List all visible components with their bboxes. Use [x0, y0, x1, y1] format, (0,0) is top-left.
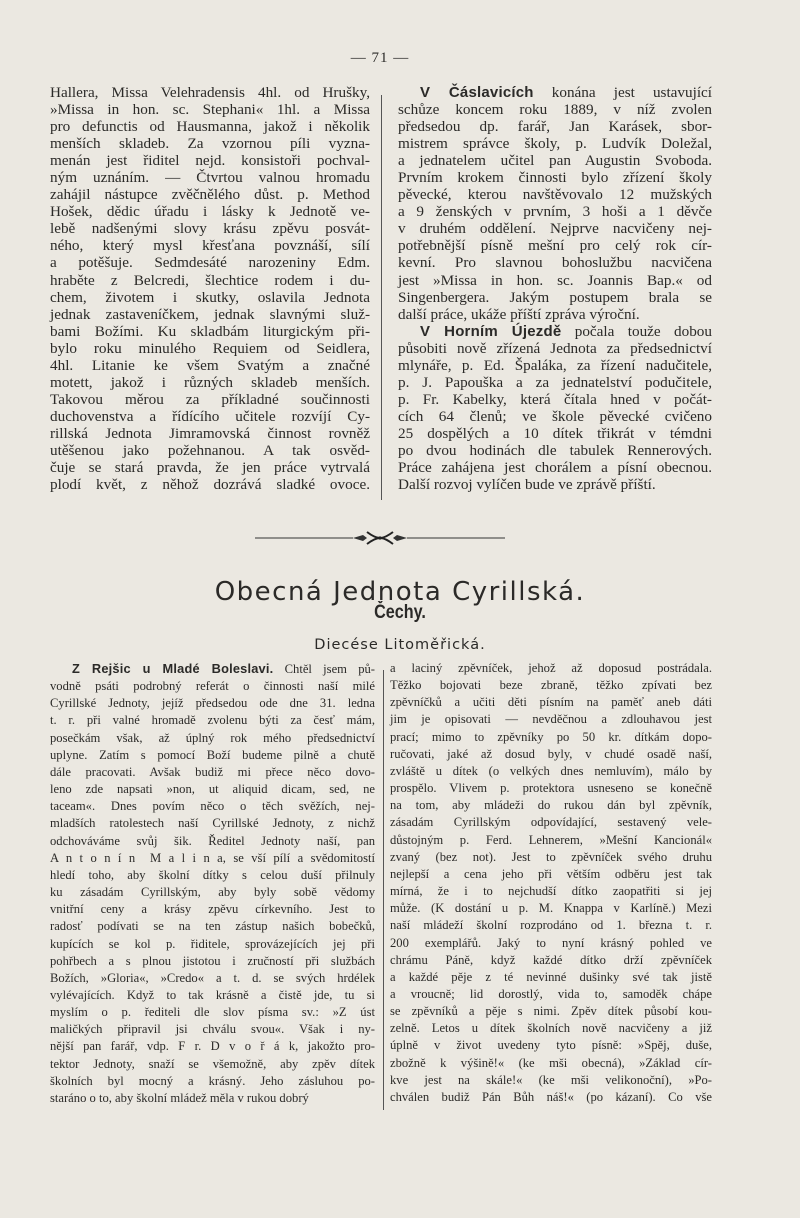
text-line — [50, 678, 375, 695]
text-line — [398, 220, 712, 237]
line-text: posečkám však, až úplný rok mého předsednictví — [50, 730, 375, 745]
text-line — [398, 169, 712, 186]
text-line — [50, 1056, 375, 1073]
text-line — [398, 408, 712, 425]
line-text: jim je opisovati — nevděčnou a zdlouhavou jest — [390, 712, 712, 727]
line-text: pěvecké, kterou navštěvovalo 12 mužských — [398, 186, 712, 204]
text-line — [50, 712, 375, 729]
line-text: vodně psáti podrobný referát o činnosti naší milé — [50, 679, 375, 694]
line-text: prospělo. Vlivem p. protektora usneseno se konečně — [390, 781, 712, 796]
line-text: Chtěl jsem pů- — [273, 662, 376, 676]
text-line — [390, 763, 712, 780]
top-left-column — [50, 84, 370, 493]
line-text: nejlepší a cena jeho při větším odběru jest tak — [390, 866, 712, 881]
text-line — [398, 357, 712, 374]
section-title: Obecná Jednota Cyrillská. — [214, 577, 586, 608]
run-in-heading: V Horním Újezdě — [420, 322, 562, 340]
text-line — [50, 374, 370, 391]
line-text: utěšenou jako požehnanou. A tak osvěd- — [50, 441, 370, 459]
line-text: v druhém oddělení. Nejprve nacvičeny nej- — [398, 220, 712, 238]
line-text: kupících se kol p. řiditele, sprovázejících jej při — [50, 936, 375, 951]
text-line — [50, 186, 370, 203]
text-line — [390, 935, 712, 952]
line-text: nější pan farář, vdp. F r. D v o ř á k, jakožto pro- — [50, 1039, 375, 1054]
text-line — [398, 203, 712, 220]
text-line — [50, 254, 370, 271]
text-line — [390, 883, 712, 900]
text-line — [398, 340, 712, 357]
line-text: na tom, aby mládeži do rukou dán byl zpěvník, — [390, 798, 712, 813]
text-line — [390, 814, 712, 831]
ornamental-divider — [255, 530, 505, 546]
line-text: myslím o p. řediteli dle slov písma sv.: »Z úst — [50, 1005, 375, 1020]
text-line — [50, 1021, 375, 1038]
line-text: ručovati, jaké až dosud byly, v chudé osadě naší, — [390, 746, 712, 761]
text-line — [390, 1020, 712, 1037]
text-line — [50, 340, 370, 357]
line-text: školních byl mocný a krásný. Jeho zásluhou po- — [50, 1073, 375, 1088]
line-text: zpěvníčků a učiti děti písním na paměť aneb dáti — [390, 695, 712, 710]
text-line — [50, 118, 370, 135]
line-text: Takovou měrou za příkladné součinnosti — [50, 390, 370, 408]
text-line — [398, 254, 712, 271]
bottom-left-column — [50, 660, 375, 1107]
line-text: dále pracovati. Avšak budiž mi přece něco dovo- — [50, 764, 375, 779]
line-text: počala touže dobou — [561, 322, 712, 340]
line-text: předsedou dp. farář, Jan Karásek, sbor- — [398, 118, 712, 136]
line-text: Božích, »Gloria«, »Credo« a t. d. se svých hrdélek — [50, 970, 375, 985]
text-line — [398, 476, 712, 493]
line-text: 4hl. Litanie ke všem Svatým a značné — [50, 356, 370, 374]
paragraph — [50, 660, 375, 1107]
text-line — [398, 459, 712, 476]
line-text: pro defunctis od Hausmanna, jakož i několik — [50, 118, 370, 136]
line-text: lebě nadšenými slovy krásu zpěvu posvát- — [50, 220, 370, 238]
text-line — [390, 780, 712, 797]
text-line — [390, 797, 712, 814]
text-line — [50, 1090, 375, 1107]
paragraph — [390, 660, 712, 1106]
text-line — [50, 730, 375, 747]
text-line — [390, 969, 712, 986]
text-line — [50, 84, 370, 101]
line-text: a potěšuje. Sedmdesáté narozeniny Edm. — [50, 254, 370, 272]
text-line — [398, 84, 712, 101]
line-text: Těžko bojovati beze zbraně, těžko zpívati bez — [390, 678, 712, 693]
text-line — [390, 832, 712, 849]
text-line — [390, 711, 712, 728]
line-text: ku zásadám Cyrillským, aby byly sobě vědomy — [50, 885, 375, 900]
text-line — [50, 306, 370, 323]
text-line — [390, 1037, 712, 1054]
text-line — [50, 169, 370, 186]
line-text: Práce zahájena jest chorálem a písní obecnou. — [398, 459, 712, 477]
text-line — [50, 970, 375, 987]
line-text: ným uznáním. — Čtvrtou valnou hromadu — [50, 169, 370, 187]
line-text: jest »Missa in hon. sc. Joannis Bap.« od — [398, 271, 712, 289]
line-text: maličkých připravil jsi chválu svou«. Však i ny- — [50, 1022, 375, 1037]
text-line — [50, 884, 375, 901]
line-text: 25 dospělých a 10 dítek třikrát v témdni — [398, 424, 712, 442]
text-line — [390, 660, 712, 677]
text-line — [390, 1003, 712, 1020]
text-line — [50, 781, 375, 798]
line-text: a 9 ženských v prvním, 3 hoši a 1 děvče — [398, 203, 712, 221]
text-line — [50, 220, 370, 237]
text-line — [398, 186, 712, 203]
line-text: kve jest na skále!« (ke mši velikonoční), »Po- — [390, 1072, 712, 1087]
line-text: a jednatelem učitel pan Augustin Svoboda. — [398, 152, 712, 170]
line-text: p. Fr. Kabelky, která čítala hned v počát- — [398, 390, 712, 408]
line-text: uplyne. Zatím s pomocí Boží budeme pilně a chutě — [50, 747, 375, 762]
line-text: mlynáře, p. Ed. Špaláka, za řízení nadučitele, — [398, 356, 712, 374]
text-line — [50, 764, 375, 781]
line-text: Hošek, dědic úřadu i lásky k Jednotě ve- — [50, 203, 370, 221]
text-line — [50, 408, 370, 425]
text-line — [390, 1072, 712, 1089]
line-text: a vroucně; lid dorostlý, vida to, samoděk chápe — [390, 986, 712, 1001]
line-text: p. J. Papouška a za jednatelství podučitele, — [398, 373, 712, 391]
line-text: ného, který mysl křesťana povznáší, sílí — [50, 237, 370, 255]
text-line — [50, 289, 370, 306]
line-text: mistrem správce školy, p. Ludvík Doležal, — [398, 135, 712, 153]
page-number: — 71 — — [350, 50, 410, 66]
line-text: pohřbech a s plnou jistotou i zručností při službách — [50, 953, 375, 968]
text-line — [390, 677, 712, 694]
line-text: A n t o n í n M a l i n a, se vší pílí a svědomitostí — [50, 850, 375, 865]
text-line — [50, 425, 370, 442]
line-text: vylévajících. Když to tak krásně a čistě jde, tu si — [50, 987, 375, 1002]
text-line — [50, 135, 370, 152]
text-line — [50, 323, 370, 340]
line-text: menších skladeb. Za vzornou píli vyzna- — [50, 135, 370, 153]
text-line — [390, 746, 712, 763]
text-line — [398, 135, 712, 152]
line-text: hraběte z Belcredi, šlechtice rodem i du- — [50, 271, 370, 289]
line-text: naší mládeží školní rozprodáno od 1. března t. r. — [390, 918, 712, 933]
line-text: jednak zastaveníčkem, jednak slavnými služ- — [50, 305, 370, 323]
text-line — [50, 1004, 375, 1021]
region-heading: Čechy. — [374, 602, 426, 623]
line-text: Prvním krokem činnosti bylo zřízení školy — [398, 169, 712, 187]
text-line — [50, 798, 375, 815]
line-text: se zpěvníků a pěje s nimi. Zpěv dítek působí kou- — [390, 1004, 712, 1019]
text-line — [390, 1055, 712, 1072]
line-text: důstojným p. Ferd. Lehnerem, »Mešní Kancionál« — [390, 832, 712, 847]
line-text: plodí květ, z něhož dozrává sladké ovoce. — [50, 476, 370, 494]
text-line — [50, 237, 370, 254]
text-line — [398, 323, 712, 340]
text-line — [50, 476, 370, 493]
line-text: a laciný zpěvníček, jehož až doposud postrádala. — [390, 661, 712, 675]
line-text: Další rozvoj vylíčen bude ve zprávě příští. — [398, 476, 656, 494]
text-line — [50, 833, 375, 850]
line-text: kevní. Pro slavnou bohoslužbu nacvičena — [398, 254, 712, 272]
text-line — [50, 918, 375, 935]
line-text: duchovenstva a řídícího učitele rozvíjí Cy- — [50, 407, 370, 425]
text-line — [50, 203, 370, 220]
text-line — [390, 694, 712, 711]
text-line — [398, 272, 712, 289]
text-line — [50, 391, 370, 408]
text-line — [50, 660, 375, 678]
line-text: a každé pěje z té nevinné dušinky své tak jistě — [390, 969, 712, 984]
line-text: odchováváme svůj šik. Ředitel Jednoty naší, pan — [50, 833, 375, 848]
line-text: taceam«. Dnes povím něco o těch svěžích, nej- — [50, 799, 375, 814]
top-right-column — [398, 84, 712, 493]
text-line — [390, 866, 712, 883]
text-line — [398, 101, 712, 118]
line-text: vnitřní ceny a krásy zpěvu církevního. Jest to — [50, 902, 375, 917]
column-divider — [381, 95, 382, 500]
text-line — [398, 425, 712, 442]
line-text: konána jest ustavující — [533, 84, 712, 101]
diocese-heading: Diecése Litoměřická. — [314, 637, 486, 653]
text-line — [50, 953, 375, 970]
line-text: 200 exemplářů. Jaký to nyní krásný pohled ve — [390, 935, 712, 950]
bottom-right-column — [390, 660, 712, 1106]
run-in-heading: V Čáslavicích — [420, 84, 534, 101]
line-text: schůze koncem roku 1889, v níž zvolen — [398, 101, 712, 119]
line-text: působiti nově zřízená Jednota za předsednictví — [398, 339, 712, 357]
line-text: další práce, ukáže příští zpráva výroční. — [398, 305, 640, 323]
text-line — [398, 118, 712, 135]
line-text: zvláště u dítek (o velkých dnes nemluvím), málo by — [390, 763, 712, 778]
text-line — [50, 695, 375, 712]
text-line — [398, 289, 712, 306]
text-line — [50, 747, 375, 764]
line-text: zásadám Cyrillským odpovídající, sestavený vele- — [390, 815, 712, 830]
text-line — [50, 1038, 375, 1055]
line-text: čuje se stará pravda, že jen práce vytrvalá — [50, 459, 370, 477]
text-line — [398, 306, 712, 323]
line-text: staráno o to, aby školní mládež měla v rukou dobrý — [50, 1090, 309, 1105]
text-line — [50, 357, 370, 374]
text-line — [398, 237, 712, 254]
text-line — [398, 152, 712, 169]
line-text: chválen budiž Pán Bůh náš!« (po kázaní). Co vše — [390, 1089, 712, 1104]
text-line — [50, 272, 370, 289]
line-text: leno zde napsati »non, ut aliquid dicam, sed, ne — [50, 782, 375, 797]
line-text: potřebnější písně mešní pro celý rok cír- — [398, 237, 712, 255]
text-line — [390, 729, 712, 746]
text-line — [50, 850, 375, 867]
line-text: může. (K dostání u p. M. Knappa v Karlíně.) Mezi — [390, 901, 712, 916]
line-text: bylo roku minulého Requiem od Seidlera, — [50, 339, 370, 357]
text-line — [390, 952, 712, 969]
line-text: Singenbergera. Jakým postupem brala se — [398, 288, 712, 306]
line-text: tektor Jednoty, snaží se všemožně, aby zpěv dítek — [50, 1056, 375, 1071]
line-text: Hallera, Missa Velehradensis 4hl. od Hrušky, — [50, 84, 370, 101]
text-line — [398, 374, 712, 391]
run-in-heading: Z Rejšic u Mladé Boleslavi. — [72, 661, 274, 676]
text-line — [50, 987, 375, 1004]
text-line — [50, 459, 370, 476]
text-line — [50, 867, 375, 884]
paragraph — [50, 84, 370, 493]
text-line — [50, 901, 375, 918]
line-text: zvaný (bez not). Jest to zpěvníček svého druhu — [390, 849, 712, 864]
line-text: chrámu Páně, když každé dítko drží zpěvníček — [390, 952, 712, 967]
text-line — [50, 1073, 375, 1090]
line-text: menán jest řiditel nejd. konsistoři pochval- — [50, 152, 370, 170]
text-line — [50, 442, 370, 459]
line-text: mírná, že i to nejchudší dítko zaopatřiti si jej — [390, 884, 712, 899]
line-text: motett, jakož i různých skladeb menších. — [50, 373, 370, 391]
line-text: chem, životem i skutky, oslavila Jednota — [50, 288, 370, 306]
text-line — [50, 936, 375, 953]
line-text: prací; mimo to zpěvníky po 50 kr. dítkám dopo- — [390, 729, 712, 744]
line-text: mladších ratolestech naší Cyrillské Jednoty, z nichž — [50, 816, 375, 831]
line-text: cích 64 členů; ve škole pěvecké cvičeno — [398, 407, 712, 425]
line-text: Cyrillské Jednoty, jejíž předsedou ode dne 31. ledna — [50, 696, 375, 711]
line-text: bami Božími. Ku skladbám liturgickým při- — [50, 322, 370, 340]
line-text: »Missa in hon. sc. Stephani« 1hl. a Missa — [50, 101, 370, 119]
line-text: t. r. při valné hromadě zvolenu býti za česť mám, — [50, 713, 375, 728]
text-line — [50, 815, 375, 832]
line-text: úplně v život uvedeny tyto písně: »Spěj, duše, — [390, 1038, 712, 1053]
line-text: zahájil nástupce zvěčnělého důst. p. Method — [50, 186, 370, 204]
line-text: radosť podívati se na ten zástup našich bobečků, — [50, 919, 375, 934]
column-divider — [383, 670, 384, 1110]
text-line — [390, 1089, 712, 1106]
line-text: po dvou hodinách dle tabulek Rennerových. — [398, 441, 712, 459]
text-line — [390, 849, 712, 866]
text-line — [50, 101, 370, 118]
text-line — [390, 900, 712, 917]
line-text: zbožně k výšině!« (ke mši obecná), »Základ cír- — [390, 1055, 712, 1070]
paragraph — [398, 84, 712, 323]
text-line — [390, 986, 712, 1003]
text-line — [398, 391, 712, 408]
text-line — [390, 917, 712, 934]
text-line — [398, 442, 712, 459]
line-text: zelně. Letos u dítek školních nově nacvičeny a již — [390, 1021, 712, 1036]
line-text: hledí toho, aby školní dítky s celou duší přilnuly — [50, 867, 375, 882]
paragraph — [398, 323, 712, 493]
line-text: rillská Jednota Jimramovská činnost rovněž — [50, 424, 370, 442]
text-line — [50, 152, 370, 169]
